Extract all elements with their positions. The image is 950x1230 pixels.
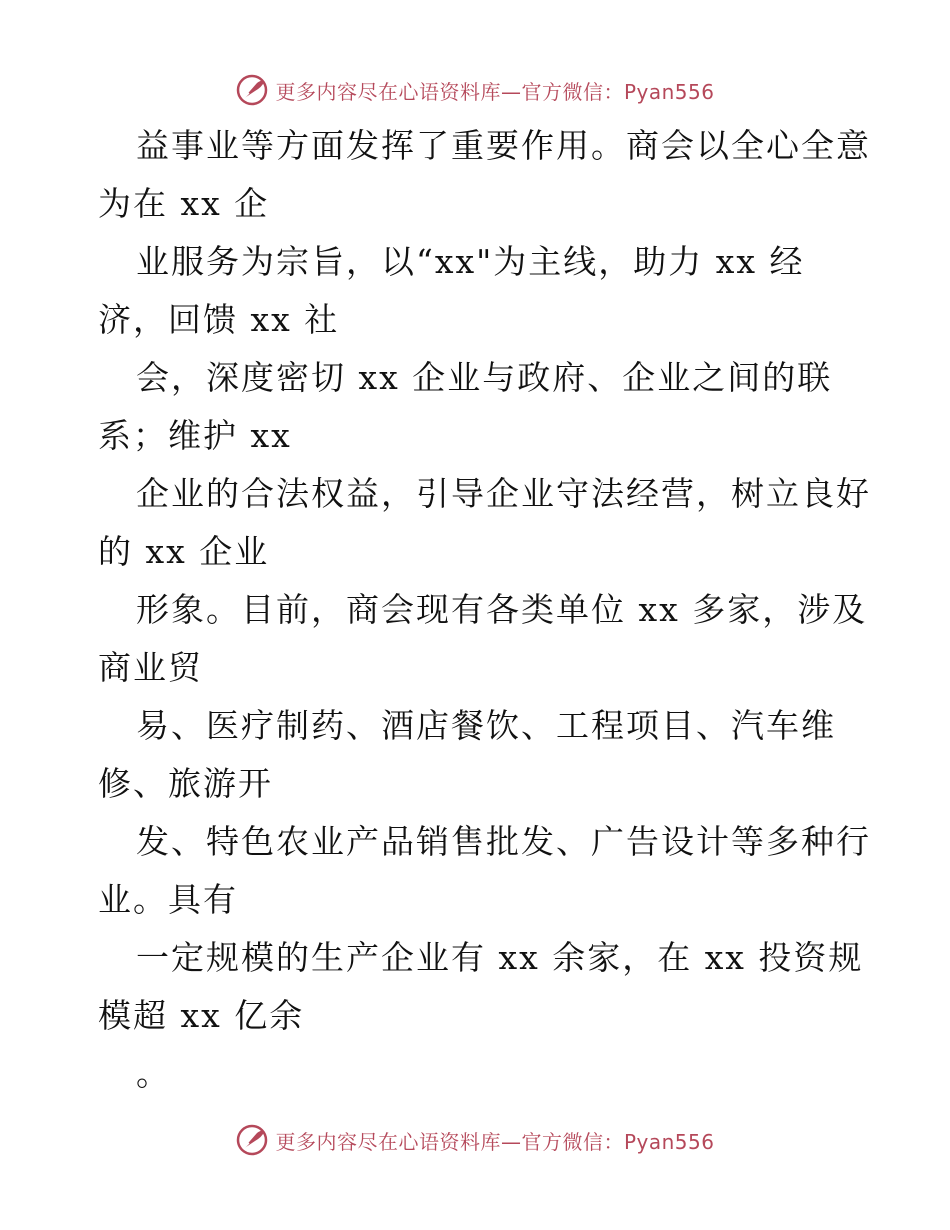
quill-pen-logo-icon	[235, 1123, 269, 1157]
paragraph-line: 为在 xx 企	[98, 184, 270, 223]
paragraph-line: 。	[136, 1054, 171, 1093]
paragraph-line: 修、旅游开	[98, 764, 273, 803]
paragraph-line: 会，深度密切 xx 企业与政府、企业之间的联	[136, 358, 833, 397]
quill-pen-logo-icon	[235, 73, 269, 107]
paragraph-line: 模超 xx 亿余	[98, 996, 305, 1035]
paragraph-line: 益事业等方面发挥了重要作用。商会以全心全意	[136, 126, 871, 165]
footer-banner-text: 更多内容尽在心语资料库—官方微信：Pyan556	[275, 1129, 715, 1154]
paragraph-line: 发、特色农业产品销售批发、广告设计等多种行	[136, 822, 871, 861]
header-banner	[0, 70, 950, 110]
footer-banner	[0, 1120, 950, 1160]
paragraph-line: 商业贸	[98, 648, 203, 687]
paragraph-line: 一定规模的生产企业有 xx 余家，在 xx 投资规	[136, 938, 864, 977]
paragraph-line: 济，回馈 xx 社	[98, 300, 340, 339]
paragraph-line: 业。具有	[98, 880, 238, 919]
document-body	[98, 117, 871, 1103]
paragraph-line: 的 xx 企业	[98, 532, 270, 571]
paragraph-line: 业服务为宗旨，以“xx"为主线，助力 xx 经	[136, 242, 805, 281]
paragraph-line: 企业的合法权益，引导企业守法经营，树立良好	[136, 474, 871, 513]
header-banner-text: 更多内容尽在心语资料库—官方微信：Pyan556	[275, 79, 715, 104]
paragraph-line: 形象。目前，商会现有各类单位 xx 多家，涉及	[136, 590, 868, 629]
paragraph-line: 系；维护 xx	[98, 416, 292, 455]
paragraph-line: 易、医疗制药、酒店餐饮、工程项目、汽车维	[136, 706, 836, 745]
